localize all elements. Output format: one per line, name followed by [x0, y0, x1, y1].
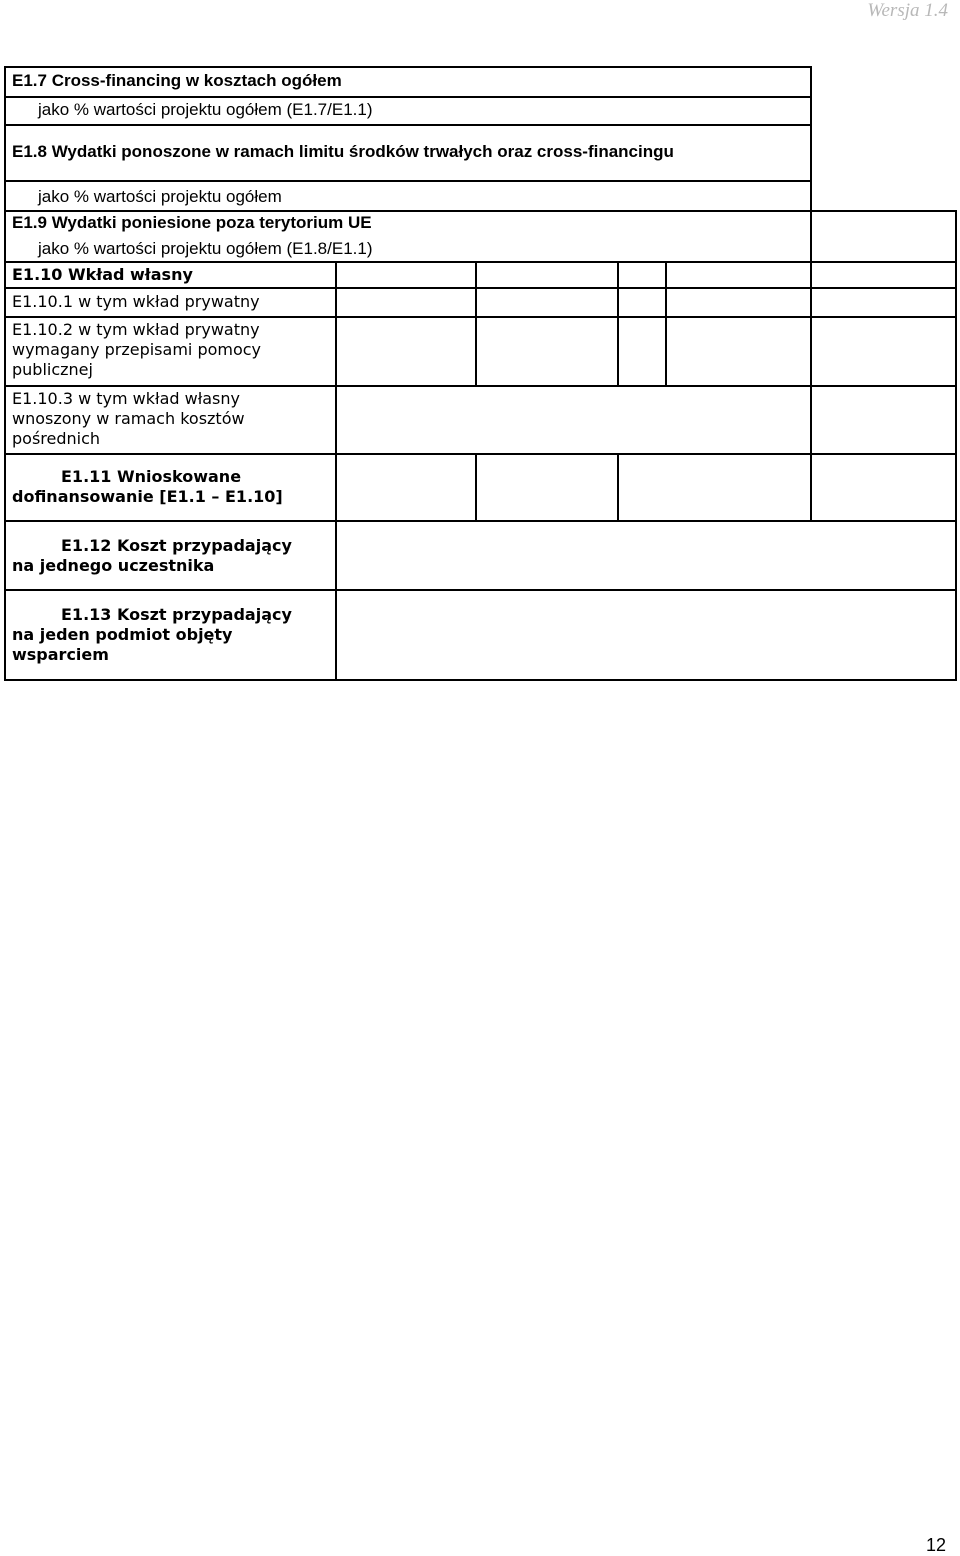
- row-label-e1-11: E1.11 Wnioskowane: [61, 467, 242, 486]
- table-rule: [810, 210, 812, 263]
- version-label: Wersja 1.4: [867, 0, 948, 21]
- row-label-e1-10-2: E1.10.2 w tym wkład prywatny: [12, 320, 260, 339]
- table-rule: [810, 66, 812, 212]
- table-rule: [810, 453, 812, 522]
- table-rule: [4, 210, 957, 212]
- table-rule: [4, 180, 812, 182]
- row-label-e1-9: E1.9 Wydatki poniesione poza terytorium UE: [12, 213, 372, 232]
- row-label-e1-12: E1.12 Koszt przypadający: [61, 536, 292, 555]
- row-sublabel-e1-9: jako % wartości projektu ogółem (E1.8/E1.1): [38, 239, 373, 258]
- table-rule: [955, 210, 957, 681]
- row-label-e1-7: E1.7 Cross-financing w kosztach ogółem: [12, 71, 342, 90]
- page-number: 12: [926, 1535, 947, 1555]
- row-label-e1-8: E1.8 Wydatki ponoszone w ramach limitu środków trwałych oraz cross-financingu: [12, 142, 674, 161]
- row-label-e1-12-line2: na jednego uczestnika: [12, 556, 215, 575]
- table-rule: [4, 124, 812, 126]
- row-sublabel-e1-7: jako % wartości projektu ogółem (E1.7/E1.1): [38, 100, 373, 119]
- table-rule: [335, 385, 337, 455]
- row-label-e1-13: E1.13 Koszt przypadający: [61, 605, 292, 624]
- table-rule: [475, 261, 477, 387]
- row-label-e1-13-line3: wsparciem: [12, 645, 109, 664]
- table-rule: [4, 261, 957, 263]
- table-rule: [475, 453, 477, 522]
- row-label-e1-13-line2: na jeden podmiot objęty: [12, 625, 233, 644]
- row-label-e1-10: E1.10 Wkład własny: [12, 265, 193, 284]
- row-label-e1-10-2-line2: wymagany przepisami pomocy: [12, 340, 262, 359]
- table-rule: [4, 287, 957, 289]
- row-label-e1-10-1: E1.10.1 w tym wkład prywatny: [12, 292, 260, 311]
- table-rule: [4, 96, 812, 98]
- table-rule: [4, 66, 6, 681]
- row-label-e1-10-3: E1.10.3 w tym wkład własny: [12, 389, 240, 408]
- table-rule: [335, 453, 337, 522]
- table-rule: [4, 589, 957, 591]
- row-label-e1-11-line2: dofinansowanie [E1.1 – E1.10]: [12, 487, 283, 506]
- row-label-e1-10-3-line3: pośrednich: [12, 429, 101, 448]
- row-label-e1-10-2-line3: publicznej: [12, 360, 93, 379]
- table-rule: [810, 261, 812, 387]
- table-rule: [4, 316, 957, 318]
- row-label-e1-10-3-line2: wnoszony w ramach kosztów: [12, 409, 245, 428]
- table-rule: [335, 261, 337, 387]
- table-rule: [4, 453, 957, 455]
- table-rule: [4, 520, 957, 522]
- table-rule: [617, 453, 619, 522]
- table-rule: [4, 385, 957, 387]
- table-rule: [4, 66, 812, 68]
- table-rule: [665, 261, 667, 387]
- row-sublabel-e1-8: jako % wartości projektu ogółem: [38, 187, 282, 206]
- table-rule: [335, 520, 337, 681]
- table-rule: [617, 261, 619, 387]
- table-rule: [4, 679, 957, 681]
- table-rule: [810, 385, 812, 455]
